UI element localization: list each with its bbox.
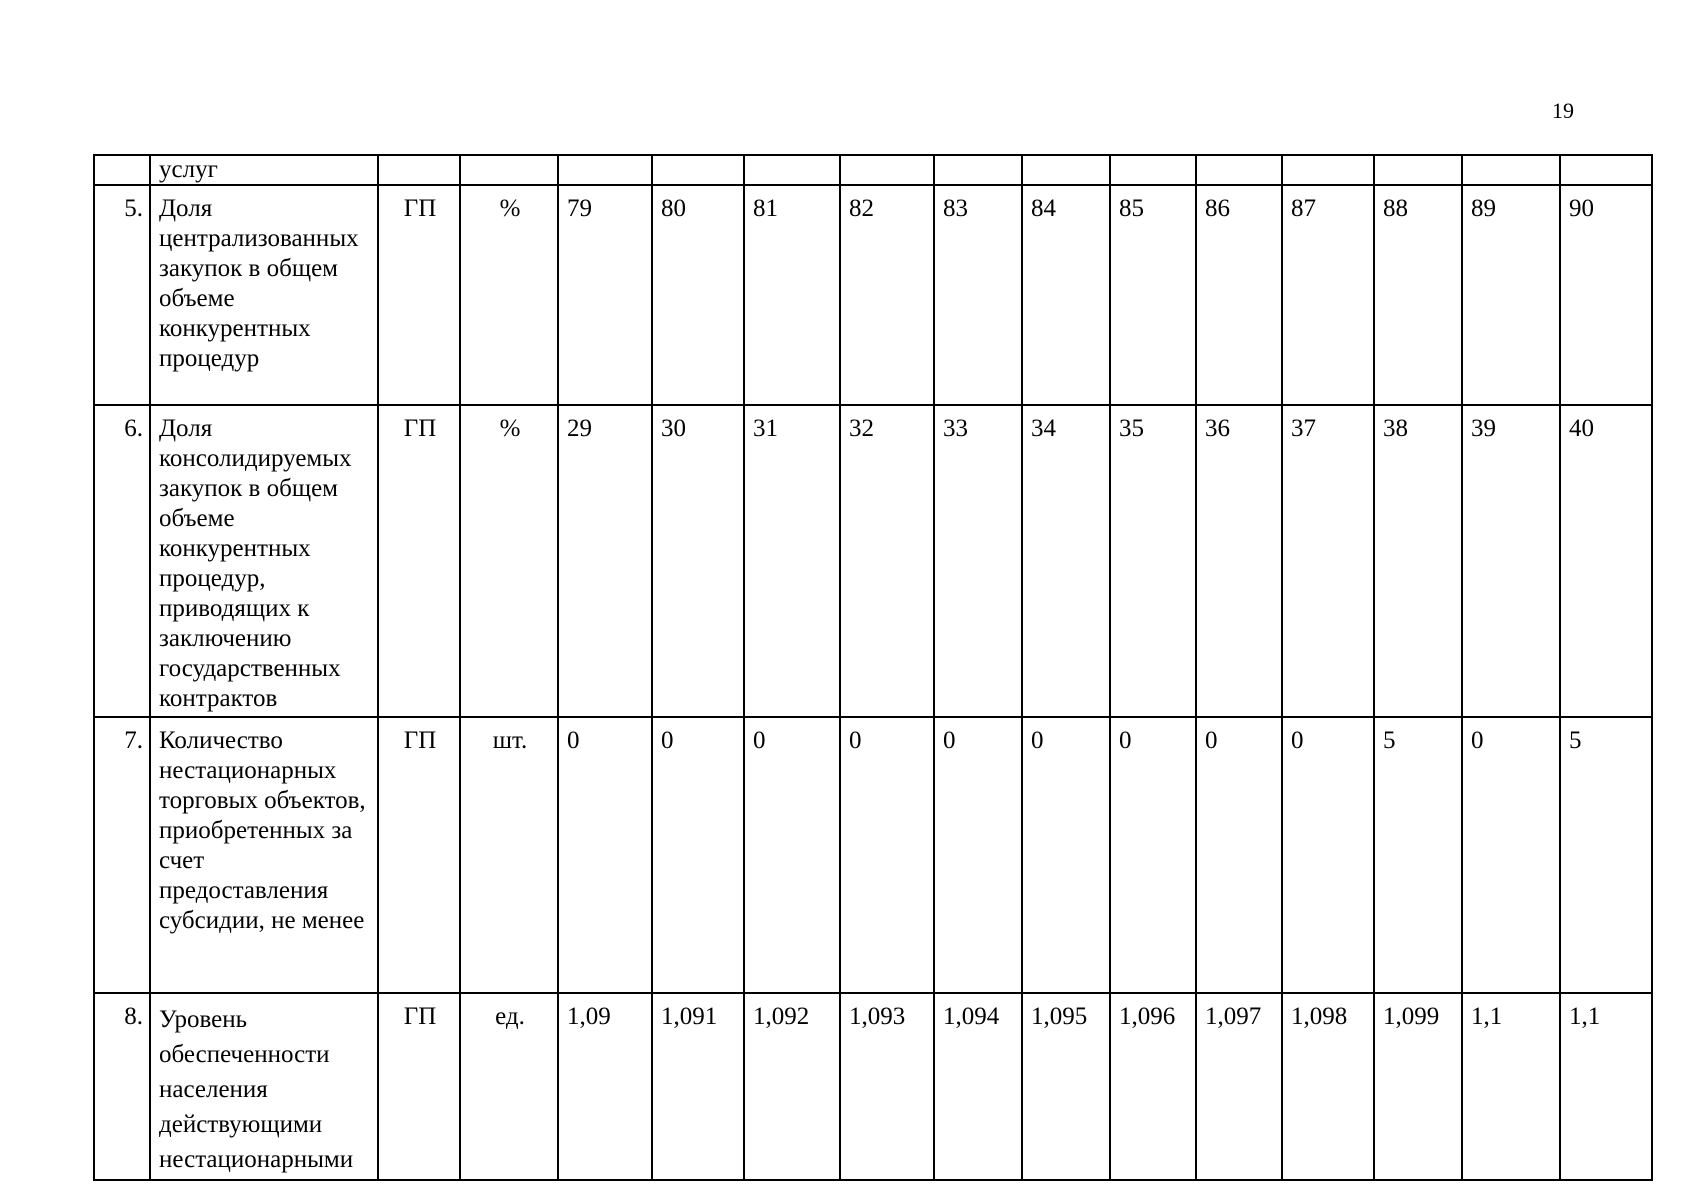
- value-cell: [1560, 155, 1652, 185]
- value-cell: 0: [1022, 717, 1110, 993]
- value-cell: 79: [558, 185, 652, 405]
- value-cell: 5: [1560, 717, 1652, 993]
- value-cell: 84: [1022, 185, 1110, 405]
- value-cell: 87: [1282, 185, 1374, 405]
- value-cell: 1,1: [1560, 993, 1652, 1180]
- table-row: [94, 993, 1652, 1180]
- unit: ед.: [460, 993, 558, 1180]
- value-cell: 36: [1196, 405, 1282, 717]
- table-row: [94, 717, 1652, 993]
- value-cell: 30: [652, 405, 744, 717]
- value-cell: 1,097: [1196, 993, 1282, 1180]
- value-cell: 1,098: [1282, 993, 1374, 1180]
- indicator-name: Уровень обеспеченности населения действующими нестационарными: [150, 993, 378, 1180]
- row-number: 8.: [94, 993, 150, 1180]
- value-cell: 0: [1196, 717, 1282, 993]
- indicator-name: Доля централизованных закупок в общем объеме конкурентных процедур: [150, 185, 378, 405]
- table-row: [94, 405, 1652, 717]
- value-cell: 90: [1560, 185, 1652, 405]
- value-cell: 0: [744, 717, 840, 993]
- value-cell: 86: [1196, 185, 1282, 405]
- value-cell: 1,093: [840, 993, 934, 1180]
- unit: шт.: [460, 717, 558, 993]
- value-cell: 0: [1282, 717, 1374, 993]
- value-cell: 38: [1374, 405, 1462, 717]
- value-cell: [840, 155, 934, 185]
- value-cell: [744, 155, 840, 185]
- value-cell: 0: [652, 717, 744, 993]
- value-cell: [1196, 155, 1282, 185]
- value-cell: 0: [934, 717, 1022, 993]
- unit: [460, 155, 558, 185]
- value-cell: 1,092: [744, 993, 840, 1180]
- value-cell: 1,099: [1374, 993, 1462, 1180]
- unit: %: [460, 185, 558, 405]
- value-cell: 82: [840, 185, 934, 405]
- value-cell: 40: [1560, 405, 1652, 717]
- page-number: 19: [1552, 98, 1574, 123]
- value-cell: 1,096: [1110, 993, 1196, 1180]
- table-row: [94, 155, 1652, 185]
- value-cell: 81: [744, 185, 840, 405]
- value-cell: [652, 155, 744, 185]
- value-cell: 0: [840, 717, 934, 993]
- unit: %: [460, 405, 558, 717]
- value-cell: 39: [1462, 405, 1560, 717]
- value-cell: 37: [1282, 405, 1374, 717]
- program-code: ГП: [378, 185, 460, 405]
- indicators-table: [93, 154, 1653, 1181]
- row-number: 5.: [94, 185, 150, 405]
- value-cell: 1,091: [652, 993, 744, 1180]
- table-row: [94, 185, 1652, 405]
- program-code: [378, 155, 460, 185]
- value-cell: 85: [1110, 185, 1196, 405]
- program-code: ГП: [378, 717, 460, 993]
- value-cell: [1462, 155, 1560, 185]
- value-cell: 34: [1022, 405, 1110, 717]
- value-cell: [1282, 155, 1374, 185]
- value-cell: 35: [1110, 405, 1196, 717]
- value-cell: [1374, 155, 1462, 185]
- indicator-name: услуг: [150, 155, 378, 185]
- value-cell: [1110, 155, 1196, 185]
- program-code: ГП: [378, 993, 460, 1180]
- row-number: 7.: [94, 717, 150, 993]
- indicator-name: Доля консолидируемых закупок в общем объеме конкурентных процедур, приводящих к заключению государственных контрактов: [150, 405, 378, 717]
- value-cell: 80: [652, 185, 744, 405]
- value-cell: [558, 155, 652, 185]
- value-cell: 32: [840, 405, 934, 717]
- value-cell: 0: [558, 717, 652, 993]
- row-number: [94, 155, 150, 185]
- row-number: 6.: [94, 405, 150, 717]
- value-cell: 1,09: [558, 993, 652, 1180]
- value-cell: 29: [558, 405, 652, 717]
- program-code: ГП: [378, 405, 460, 717]
- value-cell: 5: [1374, 717, 1462, 993]
- value-cell: 1,1: [1462, 993, 1560, 1180]
- value-cell: 83: [934, 185, 1022, 405]
- value-cell: 0: [1110, 717, 1196, 993]
- value-cell: 1,094: [934, 993, 1022, 1180]
- value-cell: 33: [934, 405, 1022, 717]
- value-cell: 88: [1374, 185, 1462, 405]
- value-cell: [1022, 155, 1110, 185]
- value-cell: [934, 155, 1022, 185]
- indicator-name: Количество нестационарных торговых объектов, приобретенных за счет предоставления субсидии, не менее: [150, 717, 378, 993]
- value-cell: 31: [744, 405, 840, 717]
- value-cell: 1,095: [1022, 993, 1110, 1180]
- value-cell: 89: [1462, 185, 1560, 405]
- value-cell: 0: [1462, 717, 1560, 993]
